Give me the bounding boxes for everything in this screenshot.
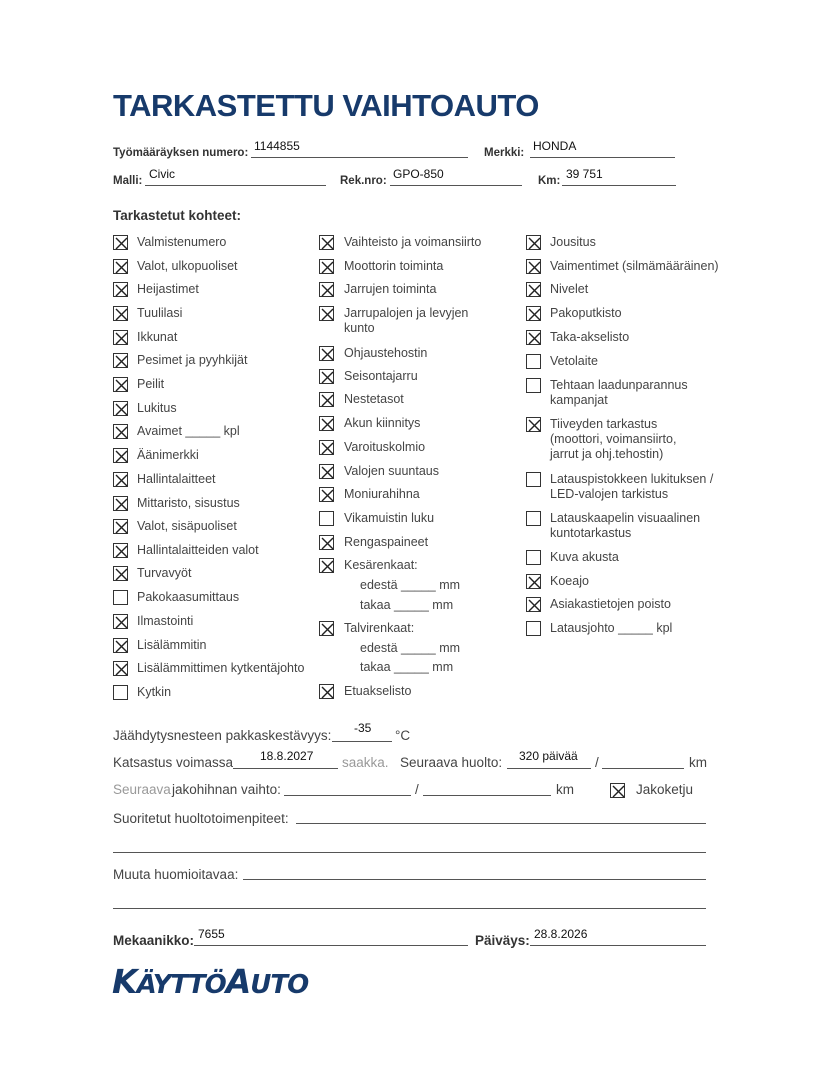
model-label: Malli:: [113, 175, 143, 187]
checkmark-x-icon: [114, 425, 129, 440]
col2-checkbox-8[interactable]: [319, 440, 334, 455]
mechanic-line: [194, 945, 468, 946]
inspection-line: [233, 768, 338, 769]
col1-checkbox-6[interactable]: [113, 377, 128, 392]
checkmark-x-icon: [320, 347, 335, 362]
col3-checkbox-11[interactable]: [526, 574, 541, 589]
reg-value[interactable]: GPO-850: [393, 167, 444, 181]
col1-item-label-15: Pakokaasumittaus: [137, 590, 240, 604]
col3-item-label-3: Pakoputkisto: [550, 306, 622, 320]
col1-item-label-13: Hallintalaitteiden valot: [137, 543, 259, 557]
service-line-days: [507, 768, 591, 769]
col3-checkbox-5[interactable]: [526, 354, 541, 369]
checkmark-x-icon: [114, 567, 129, 582]
col3-checkbox-8[interactable]: [526, 472, 541, 487]
checkmark-x-icon: [527, 418, 542, 433]
col1-item-label-2: Heijastimet: [137, 282, 199, 296]
col2-checkbox-2[interactable]: [319, 282, 334, 297]
done-work-line-2[interactable]: [113, 852, 706, 853]
workorder-label: Työmääräyksen numero:: [113, 147, 249, 159]
coolant-unit: °C: [395, 728, 411, 743]
col2-checkbox-7[interactable]: [319, 416, 334, 431]
col2-checkbox-14[interactable]: [319, 621, 334, 636]
col1-item-label-4: Ikkunat: [137, 330, 178, 344]
service-line-km[interactable]: [602, 768, 684, 769]
timing-chain-label: Jakoketju: [636, 782, 694, 797]
checkmark-x-icon: [320, 685, 335, 700]
col1-item-label-12: Valot, sisäpuoliset: [137, 519, 237, 533]
checkmark-x-icon: [114, 402, 129, 417]
col3-item-label-0: Jousitus: [550, 235, 596, 249]
mechanic-value[interactable]: 7655: [198, 927, 225, 941]
col2-item-label-5: Seisontajarru: [344, 369, 418, 383]
checkmark-x-icon: [114, 639, 129, 654]
checkmark-x-icon: [114, 260, 129, 275]
date-value[interactable]: 28.8.2026: [534, 927, 588, 941]
belt-label: jakohihnan vaihto:: [172, 782, 281, 797]
col2-item-label-3: Jarrupalojen ja levyjen kunto: [344, 306, 469, 335]
service-km-unit: km: [689, 755, 707, 770]
col2-checkbox-3[interactable]: [319, 306, 334, 321]
col1-item-label-8: Avaimet _____ kpl: [137, 424, 240, 438]
col3-item-label-4: Taka-akselisto: [550, 330, 630, 344]
col3-item-label-13: Latausjohto _____ kpl: [550, 621, 673, 635]
checkmark-x-icon: [527, 307, 542, 322]
col1-checkbox-7[interactable]: [113, 401, 128, 416]
col3-item-label-9: Latauskaapelin visuaalinen kuntotarkastus: [550, 511, 701, 540]
col2-item-label-10: Moniurahihna: [344, 487, 420, 501]
col3-item-label-11: Koeajo: [550, 574, 589, 588]
col1-item-label-5: Pesimet ja pyyhkijät: [137, 353, 248, 367]
col1-checkbox-15[interactable]: [113, 590, 128, 605]
col1-item-label-6: Peilit: [137, 377, 165, 391]
brand-value[interactable]: HONDA: [533, 139, 577, 153]
col2-checkbox-12[interactable]: [319, 535, 334, 550]
checkmark-x-icon: [320, 417, 335, 432]
coolant-value[interactable]: -35: [354, 721, 372, 735]
col2-checkbox-9[interactable]: [319, 464, 334, 479]
col2-item-label-4: Ohjaustehostin: [344, 346, 428, 360]
checkmark-x-icon: [114, 662, 129, 677]
belt-line-date[interactable]: [284, 795, 411, 796]
checkmark-x-icon: [114, 236, 129, 251]
col2-item-label-7: Akun kiinnitys: [344, 416, 421, 430]
summer-tyres-rear: takaa _____ mm: [360, 598, 454, 612]
coolant-label: Jäähdytysnesteen pakkaskestävyys:: [113, 728, 332, 743]
reg-line: [390, 185, 522, 186]
checkmark-x-icon: [527, 331, 542, 346]
col1-item-label-11: Mittaristo, sisustus: [137, 496, 240, 510]
col3-item-label-7: Tiiveyden tarkastus (moottori, voimansiirto, jarrut ja ohj.tehostin): [550, 417, 677, 461]
service-value[interactable]: 320 päivää: [519, 749, 578, 763]
coolant-line: [332, 741, 392, 742]
col1-checkbox-11[interactable]: [113, 496, 128, 511]
col1-checkbox-18[interactable]: [113, 661, 128, 676]
col2-item-label-1: Moottorin toiminta: [344, 259, 444, 273]
col1-item-label-10: Hallintalaitteet: [137, 472, 216, 486]
checked-items-heading: Tarkastetut kohteet:: [113, 208, 242, 223]
col1-checkbox-17[interactable]: [113, 638, 128, 653]
col2-item-label-14: Talvirenkaat:: [344, 621, 415, 635]
checkmark-x-icon: [114, 520, 129, 535]
col3-checkbox-12[interactable]: [526, 597, 541, 612]
km-line: [562, 185, 676, 186]
checkmark-x-icon: [611, 784, 626, 799]
col2-checkbox-0[interactable]: [319, 235, 334, 250]
col2-item-label-11: Vikamuistin luku: [344, 511, 435, 525]
col2-item-label-9: Valojen suuntaus: [344, 464, 439, 478]
col1-item-label-19: Kytkin: [137, 685, 172, 699]
checkmark-x-icon: [114, 497, 129, 512]
kayttoauto-logo: KÄYTTÖAUTO: [112, 962, 309, 1001]
model-line: [145, 185, 326, 186]
col3-item-label-12: Asiakastietojen poisto: [550, 597, 671, 611]
checkmark-x-icon: [114, 283, 129, 298]
workorder-line: [251, 157, 468, 158]
belt-prefix: Seuraava: [113, 782, 171, 797]
inspection-suffix: saakka.: [342, 755, 389, 770]
col1-item-label-17: Lisälämmitin: [137, 638, 207, 652]
col2-checkbox-13[interactable]: [319, 558, 334, 573]
col1-checkbox-13[interactable]: [113, 543, 128, 558]
service-label: Seuraava huolto:: [400, 755, 503, 770]
brand-label: Merkki:: [484, 147, 525, 159]
col1-checkbox-5[interactable]: [113, 353, 128, 368]
col2-checkbox-4[interactable]: [319, 346, 334, 361]
checkmark-x-icon: [320, 307, 335, 322]
notes-line-2[interactable]: [113, 908, 706, 909]
col3-item-label-5: Vetolaite: [550, 354, 598, 368]
checkmark-x-icon: [320, 283, 335, 298]
checkmark-x-icon: [320, 559, 335, 574]
col3-checkbox-13[interactable]: [526, 621, 541, 636]
winter-tyres-front: edestä _____ mm: [360, 641, 461, 655]
workorder-value[interactable]: 1144855: [254, 139, 300, 153]
inspection-value[interactable]: 18.8.2027: [260, 749, 314, 763]
inspection-label: Katsastus voimassa: [113, 755, 234, 770]
col1-item-label-14: Turvavyöt: [137, 566, 192, 580]
page-title: TARKASTETTU VAIHTOAUTO: [113, 88, 539, 123]
col1-item-label-1: Valot, ulkopuoliset: [137, 259, 238, 273]
col3-checkbox-0[interactable]: [526, 235, 541, 250]
service-slash: /: [595, 755, 599, 770]
col1-checkbox-3[interactable]: [113, 306, 128, 321]
km-value[interactable]: 39 751: [566, 167, 603, 181]
col3-checkbox-9[interactable]: [526, 511, 541, 526]
col2-checkbox-11[interactable]: [319, 511, 334, 526]
col1-checkbox-8[interactable]: [113, 424, 128, 439]
col2-item-label-8: Varoituskolmio: [344, 440, 426, 454]
checkmark-x-icon: [114, 331, 129, 346]
col1-item-label-7: Lukitus: [137, 401, 177, 415]
col1-checkbox-9[interactable]: [113, 448, 128, 463]
date-label: Päiväys:: [475, 933, 530, 948]
col2-checkbox-1[interactable]: [319, 259, 334, 274]
col1-item-label-3: Tuulilasi: [137, 306, 183, 320]
done-work-line-1[interactable]: [296, 823, 706, 824]
col3-checkbox-2[interactable]: [526, 282, 541, 297]
col3-checkbox-6[interactable]: [526, 378, 541, 393]
col1-checkbox-10[interactable]: [113, 472, 128, 487]
col2-checkbox-5[interactable]: [319, 369, 334, 384]
col3-checkbox-1[interactable]: [526, 259, 541, 274]
col3-checkbox-10[interactable]: [526, 550, 541, 565]
notes-line-1[interactable]: [243, 879, 706, 880]
col1-item-label-18: Lisälämmittimen kytkentäjohto: [137, 661, 305, 675]
col1-checkbox-4[interactable]: [113, 330, 128, 345]
notes-label: Muuta huomioitavaa:: [113, 867, 239, 882]
col3-checkbox-7[interactable]: [526, 417, 541, 432]
checkmark-x-icon: [114, 615, 129, 630]
col1-checkbox-14[interactable]: [113, 566, 128, 581]
checkmark-x-icon: [320, 488, 335, 503]
summer-tyres-front: edestä _____ mm: [360, 578, 461, 592]
checkmark-x-icon: [114, 354, 129, 369]
checkmark-x-icon: [527, 598, 542, 613]
col1-item-label-9: Äänimerkki: [137, 448, 199, 462]
date-line: [530, 945, 706, 946]
checkmark-x-icon: [527, 575, 542, 590]
col3-item-label-1: Vaimentimet (silmämääräinen): [550, 259, 719, 273]
timing-chain-checkbox[interactable]: [610, 783, 625, 798]
col3-item-label-10: Kuva akusta: [550, 550, 619, 564]
col2-item-label-15: Etuakselisto: [344, 684, 412, 698]
col1-checkbox-16[interactable]: [113, 614, 128, 629]
checkmark-x-icon: [320, 260, 335, 275]
col2-checkbox-6[interactable]: [319, 392, 334, 407]
belt-km-unit: km: [556, 782, 574, 797]
checkmark-x-icon: [527, 260, 542, 275]
checkmark-x-icon: [320, 393, 335, 408]
done-work-label: Suoritetut huoltotoimenpiteet:: [113, 811, 289, 826]
checkmark-x-icon: [320, 536, 335, 551]
checkmark-x-icon: [114, 449, 129, 464]
model-value[interactable]: Civic: [149, 167, 175, 181]
col2-item-label-6: Nestetasot: [344, 392, 404, 406]
col3-item-label-6: Tehtaan laadunparannus kampanjat: [550, 378, 688, 407]
checkmark-x-icon: [527, 236, 542, 251]
col2-item-label-12: Rengaspaineet: [344, 535, 429, 549]
col1-item-label-16: Ilmastointi: [137, 614, 194, 628]
col1-checkbox-1[interactable]: [113, 259, 128, 274]
checkmark-x-icon: [114, 473, 129, 488]
reg-label: Rek.nro:: [340, 175, 387, 187]
col2-checkbox-15[interactable]: [319, 684, 334, 699]
checkmark-x-icon: [320, 370, 335, 385]
checkmark-x-icon: [320, 236, 335, 251]
checkmark-x-icon: [114, 544, 129, 559]
checkmark-x-icon: [114, 378, 129, 393]
col3-checkbox-4[interactable]: [526, 330, 541, 345]
brand-line: [530, 157, 675, 158]
col2-item-label-2: Jarrujen toiminta: [344, 282, 437, 296]
col2-item-label-0: Vaihteisto ja voimansiirto: [344, 235, 482, 249]
belt-line-km[interactable]: [423, 795, 551, 796]
col1-checkbox-0[interactable]: [113, 235, 128, 250]
checkmark-x-icon: [320, 441, 335, 456]
belt-slash: /: [415, 782, 419, 797]
checkmark-x-icon: [320, 465, 335, 480]
km-label: Km:: [538, 175, 561, 187]
winter-tyres-rear: takaa _____ mm: [360, 660, 454, 674]
col1-checkbox-2[interactable]: [113, 282, 128, 297]
col2-checkbox-10[interactable]: [319, 487, 334, 502]
checkmark-x-icon: [320, 622, 335, 637]
col3-item-label-8: Latauspistokkeen lukituksen / LED-valojen tarkistus: [550, 472, 714, 501]
checkmark-x-icon: [114, 307, 129, 322]
col1-checkbox-19[interactable]: [113, 685, 128, 700]
col3-checkbox-3[interactable]: [526, 306, 541, 321]
col1-checkbox-12[interactable]: [113, 519, 128, 534]
col2-item-label-13: Kesärenkaat:: [344, 558, 418, 572]
col3-item-label-2: Nivelet: [550, 282, 589, 296]
col1-item-label-0: Valmistenumero: [137, 235, 227, 249]
checkmark-x-icon: [527, 283, 542, 298]
mechanic-label: Mekaanikko:: [113, 933, 195, 948]
